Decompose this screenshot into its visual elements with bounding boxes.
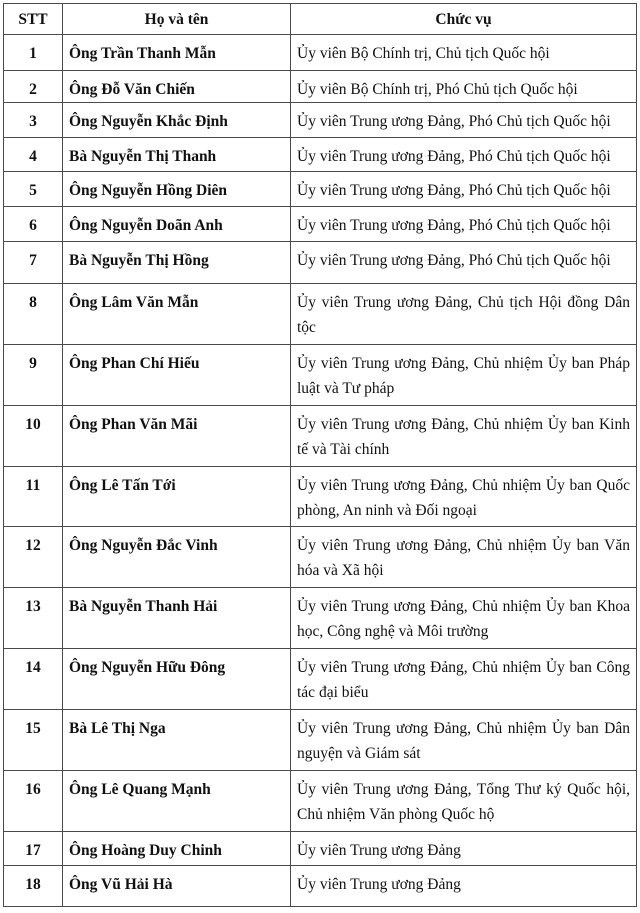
table-row — [4, 35, 637, 71]
row-stt: 11 — [4, 467, 63, 527]
header-name: Họ và tên — [63, 4, 291, 35]
row-stt: 5 — [4, 172, 63, 207]
table-row — [4, 527, 637, 588]
row-role: Ủy viên Trung ương Đảng, Chủ nhiệm Ủy ban Dân nguyện và Giám sát — [291, 710, 637, 771]
header-stt: STT — [4, 4, 63, 35]
table-row — [4, 284, 637, 345]
row-name: Ông Vũ Hải Hà — [63, 866, 291, 907]
row-stt: 12 — [4, 527, 63, 588]
row-role: Ủy viên Trung ương Đảng, Chủ nhiệm Ủy ban Văn hóa và Xã hội — [291, 527, 637, 588]
row-role: Ủy viên Trung ương Đảng, Chủ nhiệm Ủy ban Quốc phòng, An ninh và Đối ngoại — [291, 467, 637, 527]
row-stt: 6 — [4, 207, 63, 242]
row-role: Ủy viên Trung ương Đảng, Phó Chủ tịch Quốc hội — [291, 207, 637, 242]
row-role: Ủy viên Bộ Chính trị, Chủ tịch Quốc hội — [291, 35, 637, 71]
table-row — [4, 771, 637, 832]
row-role: Ủy viên Trung ương Đảng, Chủ nhiệm Ủy ban Pháp luật và Tư pháp — [291, 345, 637, 406]
row-name: Ông Nguyễn Hữu Đông — [63, 649, 291, 710]
row-name: Ông Trần Thanh Mẫn — [63, 35, 291, 71]
row-name: Ông Phan Văn Mãi — [63, 406, 291, 467]
row-stt: 10 — [4, 406, 63, 467]
row-role: Ủy viên Trung ương Đảng, Chủ nhiệm Ủy ban Kinh tế và Tài chính — [291, 406, 637, 467]
table-row — [4, 172, 637, 207]
row-name: Ông Lâm Văn Mẫn — [63, 284, 291, 345]
row-stt: 7 — [4, 242, 63, 284]
table-row — [4, 866, 637, 907]
row-stt: 8 — [4, 284, 63, 345]
row-name: Ông Phan Chí Hiếu — [63, 345, 291, 406]
row-stt: 16 — [4, 771, 63, 832]
table-row — [4, 71, 637, 103]
table-row — [4, 710, 637, 771]
header-row — [4, 4, 637, 35]
table-row — [4, 832, 637, 866]
row-name: Ông Nguyễn Đắc Vinh — [63, 527, 291, 588]
row-name: Ông Nguyễn Khắc Định — [63, 103, 291, 138]
row-role: Ủy viên Trung ương Đảng, Chủ nhiệm Ủy ban Công tác đại biểu — [291, 649, 637, 710]
row-role: Ủy viên Trung ương Đảng — [291, 832, 637, 866]
row-stt: 3 — [4, 103, 63, 138]
table-row — [4, 242, 637, 284]
table-row — [4, 406, 637, 467]
row-name: Bà Lê Thị Nga — [63, 710, 291, 771]
table-row — [4, 467, 637, 527]
row-stt: 17 — [4, 832, 63, 866]
header-role: Chức vụ — [291, 4, 637, 35]
row-role: Ủy viên Trung ương Đảng, Tổng Thư ký Quốc hội, Chủ nhiệm Văn phòng Quốc hộ — [291, 771, 637, 832]
row-role: Ủy viên Trung ương Đảng, Phó Chủ tịch Quốc hội — [291, 138, 637, 172]
table-row — [4, 207, 637, 242]
row-role: Ủy viên Trung ương Đảng, Phó Chủ tịch Quốc hội — [291, 172, 637, 207]
row-stt: 14 — [4, 649, 63, 710]
row-stt: 18 — [4, 866, 63, 907]
table-row — [4, 588, 637, 649]
row-stt: 1 — [4, 35, 63, 71]
row-stt: 13 — [4, 588, 63, 649]
row-role: Ủy viên Trung ương Đảng, Phó Chủ tịch Quốc hội — [291, 103, 637, 138]
row-role: Ủy viên Bộ Chính trị, Phó Chủ tịch Quốc hội — [291, 71, 637, 103]
members-table — [3, 3, 637, 907]
row-name: Bà Nguyễn Thị Hồng — [63, 242, 291, 284]
row-name: Bà Nguyễn Thị Thanh — [63, 138, 291, 172]
table-row — [4, 345, 637, 406]
table-row — [4, 138, 637, 172]
row-name: Bà Nguyễn Thanh Hải — [63, 588, 291, 649]
table-row — [4, 649, 637, 710]
row-name: Ông Lê Quang Mạnh — [63, 771, 291, 832]
row-name: Ông Đỗ Văn Chiến — [63, 71, 291, 103]
row-name: Ông Lê Tấn Tới — [63, 467, 291, 527]
row-stt: 9 — [4, 345, 63, 406]
row-role: Ủy viên Trung ương Đảng, Phó Chủ tịch Quốc hội — [291, 242, 637, 284]
table-row — [4, 103, 637, 138]
row-stt: 15 — [4, 710, 63, 771]
row-name: Ông Hoàng Duy Chinh — [63, 832, 291, 866]
row-stt: 4 — [4, 138, 63, 172]
row-name: Ông Nguyễn Hồng Diên — [63, 172, 291, 207]
row-stt: 2 — [4, 71, 63, 103]
row-role: Ủy viên Trung ương Đảng, Chủ nhiệm Ủy ban Khoa học, Công nghệ và Môi trường — [291, 588, 637, 649]
row-role: Ủy viên Trung ương Đảng — [291, 866, 637, 907]
row-name: Ông Nguyễn Doãn Anh — [63, 207, 291, 242]
row-role: Ủy viên Trung ương Đảng, Chủ tịch Hội đồng Dân tộc — [291, 284, 637, 345]
